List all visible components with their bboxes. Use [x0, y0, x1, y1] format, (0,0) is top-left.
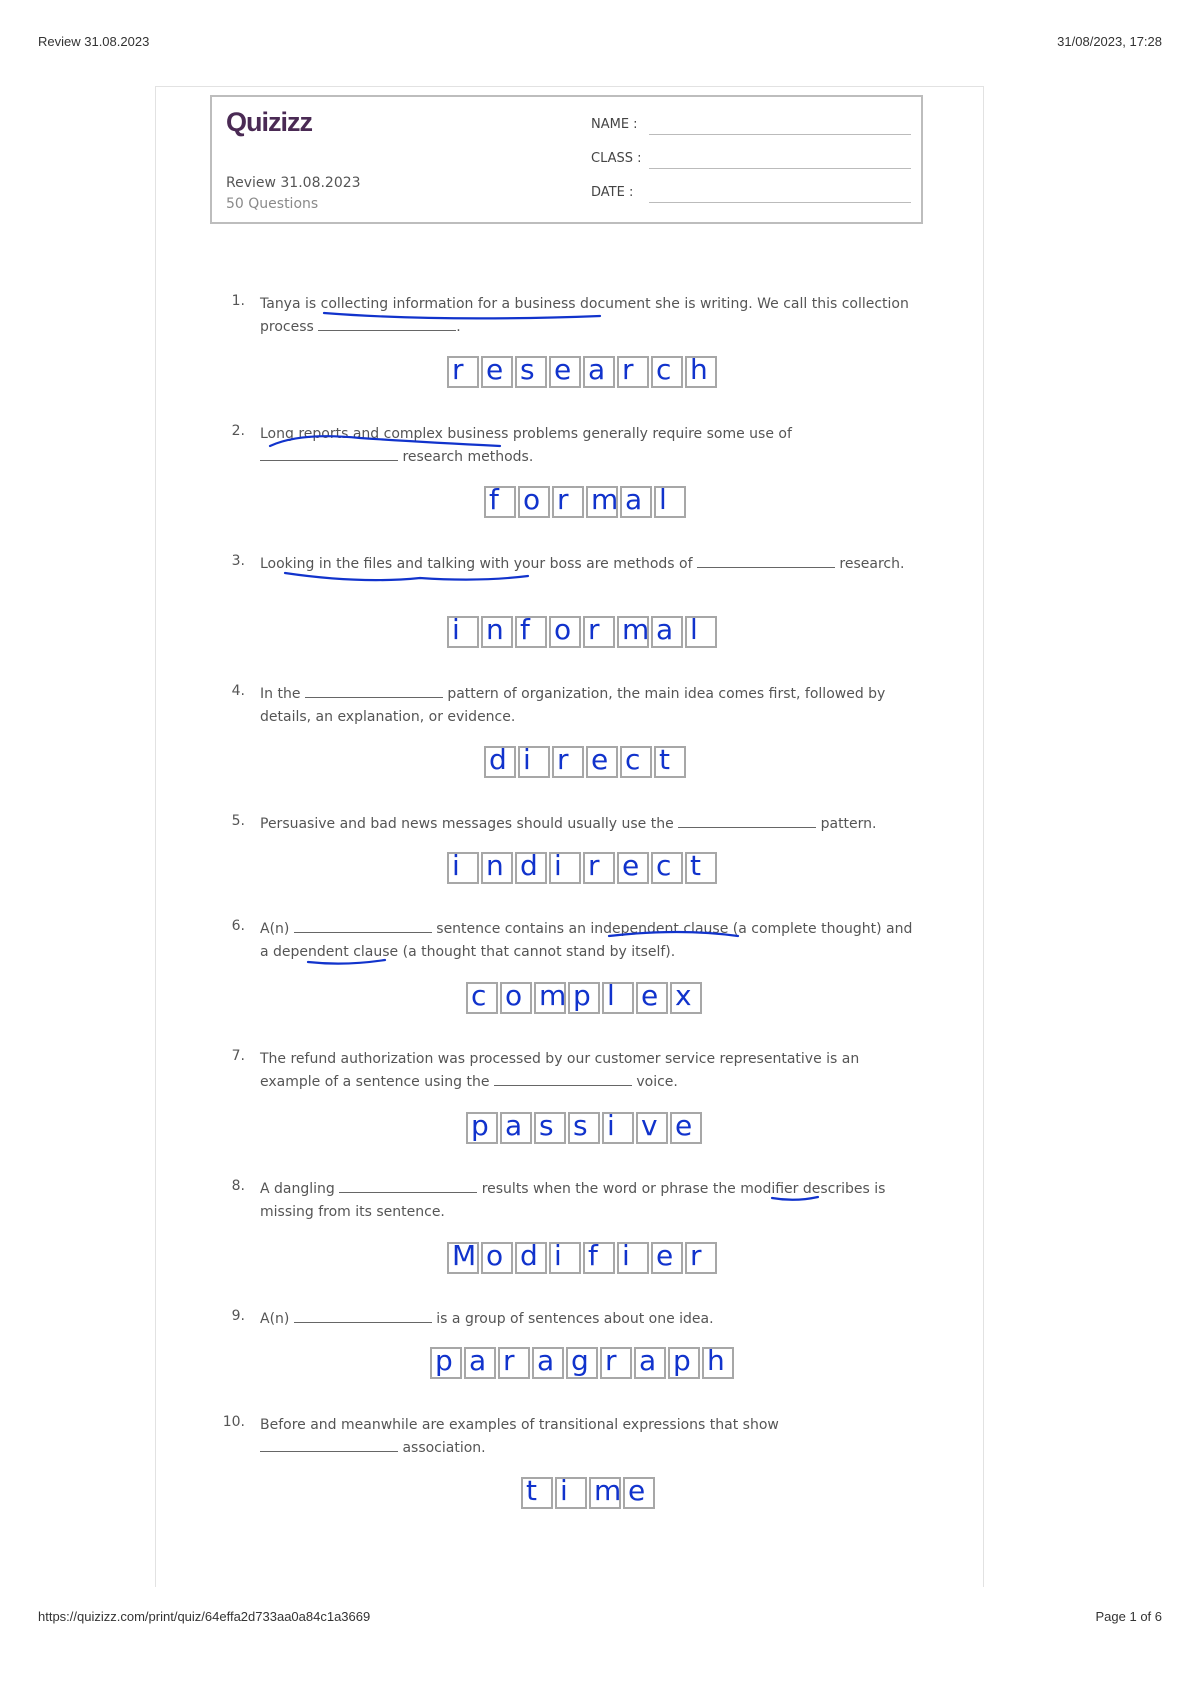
question-number: 4.: [231, 683, 245, 699]
handwritten-letter: r: [588, 613, 600, 646]
letter-box[interactable]: [654, 483, 686, 518]
letter-box[interactable]: [447, 353, 479, 388]
question-number: 6.: [231, 918, 245, 934]
letter-box[interactable]: [600, 1344, 632, 1379]
handwritten-letter: e: [554, 353, 572, 386]
handwritten-letter: e: [656, 1239, 674, 1272]
handwritten-letter: e: [622, 849, 640, 882]
question-number: 9.: [231, 1308, 245, 1324]
letter-box[interactable]: [568, 1109, 600, 1144]
letter-box[interactable]: [685, 849, 717, 884]
handwritten-letter: i: [622, 1239, 630, 1272]
handwritten-letter: d: [520, 1239, 538, 1272]
handwritten-letter: i: [560, 1474, 568, 1507]
question-text: [260, 1178, 915, 1224]
letter-box[interactable]: [702, 1344, 734, 1379]
question-text-before: In the: [260, 686, 305, 702]
letter-box[interactable]: [447, 1239, 479, 1274]
question-text-before: A dangling: [260, 1181, 340, 1197]
handwritten-letter: d: [520, 849, 538, 882]
letter-box[interactable]: [617, 849, 649, 884]
print-header: [38, 34, 1162, 54]
question-text: [260, 553, 915, 576]
date-line: [649, 202, 911, 203]
question-text-after: results when the word or phrase the modifier describes is missing from its sentence.: [260, 1181, 886, 1220]
handwritten-letter: o: [505, 979, 523, 1012]
handwritten-letter: p: [673, 1344, 691, 1377]
letter-box[interactable]: [521, 1474, 553, 1509]
question-text: [260, 423, 915, 469]
question-text: [260, 1414, 915, 1460]
letter-box[interactable]: [651, 613, 683, 648]
question-text-after: voice.: [631, 1074, 678, 1090]
question-number: 2.: [231, 423, 245, 439]
handwritten-letter: s: [520, 353, 535, 386]
letter-box[interactable]: [668, 1344, 700, 1379]
handwritten-letter: a: [469, 1344, 487, 1377]
question-text: [260, 683, 915, 729]
handwritten-letter: r: [622, 353, 634, 386]
letter-box[interactable]: [464, 1344, 496, 1379]
answer-blank: [260, 1439, 398, 1452]
answer-blank: [294, 1310, 432, 1323]
letter-box[interactable]: [534, 979, 567, 1014]
letter-box[interactable]: [589, 1474, 622, 1509]
handwritten-letter: e: [675, 1109, 693, 1142]
letter-box[interactable]: [484, 483, 516, 518]
name-label: NAME :: [591, 117, 638, 132]
letter-box[interactable]: [498, 1344, 530, 1379]
handwritten-letter: a: [625, 483, 643, 516]
answer-blank: [678, 815, 816, 828]
question-text: [260, 1308, 915, 1331]
letter-box[interactable]: [552, 483, 584, 518]
handwritten-letter: g: [571, 1344, 589, 1377]
letter-box[interactable]: [620, 743, 652, 778]
class-field: [591, 151, 911, 171]
question-text-after: research.: [834, 556, 905, 572]
question-number: 5.: [231, 813, 245, 829]
print-url: https://quizizz.com/print/quiz/64effa2d733aa0a84c1a3669: [38, 1609, 371, 1624]
handwritten-letter: n: [486, 849, 504, 882]
letter-box[interactable]: [651, 353, 683, 388]
letter-box[interactable]: [636, 1109, 668, 1144]
question-text-after: .: [456, 319, 461, 335]
answer-blank: [260, 448, 398, 461]
question-text: [260, 918, 915, 964]
handwritten-letter: f: [520, 613, 530, 646]
letter-box[interactable]: [534, 1109, 566, 1144]
question-text-before: Persuasive and bad news messages should usually use the: [260, 816, 679, 832]
letter-box[interactable]: [583, 613, 615, 648]
letter-box[interactable]: [685, 1239, 717, 1274]
handwritten-letter: m: [594, 1474, 622, 1507]
handwritten-letter: c: [471, 979, 487, 1012]
handwritten-letter: p: [471, 1109, 489, 1142]
handwritten-letter: t: [659, 743, 670, 776]
question-number: 10.: [222, 1414, 245, 1430]
letter-box[interactable]: [549, 849, 581, 884]
question-text-after: association.: [398, 1440, 486, 1456]
handwritten-letter: r: [605, 1344, 617, 1377]
letter-box[interactable]: [518, 743, 550, 778]
handwritten-letter: f: [489, 483, 499, 516]
question-text-before: A(n): [260, 921, 294, 937]
question-text-before: Tanya is collecting information for a business document she is writing. We call this collection process: [260, 296, 909, 335]
letter-box[interactable]: [515, 849, 547, 884]
handwritten-letter: l: [690, 613, 698, 646]
handwritten-letter: p: [573, 979, 591, 1012]
handwritten-letter: t: [526, 1474, 537, 1507]
letter-box[interactable]: [617, 613, 650, 648]
handwritten-letter: i: [523, 743, 531, 776]
handwritten-letter: o: [486, 1239, 504, 1272]
question-text-after: pattern.: [816, 816, 877, 832]
handwritten-letter: a: [656, 613, 674, 646]
date-field: [591, 185, 911, 205]
letter-box[interactable]: [634, 1344, 666, 1379]
handwritten-letter: i: [554, 849, 562, 882]
print-header-datetime: 31/08/2023, 17:28: [1057, 34, 1162, 49]
letter-box[interactable]: [685, 613, 717, 648]
question-text-after: research methods.: [398, 449, 534, 465]
letter-box[interactable]: [532, 1344, 564, 1379]
question-text-before: The refund authorization was processed by our customer service representative is an example of a sentence using the: [260, 1051, 860, 1090]
question-number: 1.: [231, 293, 245, 309]
page-indicator: Page 1 of 6: [1095, 1609, 1162, 1624]
question-number: 8.: [231, 1178, 245, 1194]
handwritten-letter: r: [557, 743, 569, 776]
letter-box[interactable]: [549, 1239, 581, 1274]
question-text: [260, 293, 915, 339]
handwritten-letter: a: [639, 1344, 657, 1377]
name-field: [591, 117, 911, 137]
letter-box[interactable]: [481, 353, 513, 388]
question-text: [260, 813, 915, 836]
letter-box[interactable]: [466, 1109, 498, 1144]
question-text-after: is a group of sentences about one idea.: [431, 1311, 714, 1327]
question-number: 7.: [231, 1048, 245, 1064]
letter-box[interactable]: [430, 1344, 462, 1379]
letter-box[interactable]: [617, 1239, 649, 1274]
letter-box[interactable]: [651, 1239, 683, 1274]
handwritten-letter: s: [573, 1109, 588, 1142]
letter-box[interactable]: [481, 849, 513, 884]
print-footer: [38, 1609, 1162, 1629]
answer-blank: [305, 685, 443, 698]
letter-box[interactable]: [515, 613, 547, 648]
letter-box[interactable]: [620, 483, 652, 518]
handwritten-letter: l: [659, 483, 667, 516]
handwritten-letter: p: [435, 1344, 453, 1377]
handwritten-letter: f: [588, 1239, 598, 1272]
print-header-title: Review 31.08.2023: [38, 34, 150, 49]
letter-box[interactable]: [549, 613, 581, 648]
quiz-header-box: [210, 95, 923, 224]
handwritten-letter: r: [690, 1239, 702, 1272]
letter-box[interactable]: [555, 1474, 587, 1509]
handwritten-letter: s: [539, 1109, 554, 1142]
handwritten-letter: d: [489, 743, 507, 776]
answer-blank: [339, 1180, 477, 1193]
question-text-before: Long reports and complex business problems generally require some use of: [260, 426, 792, 442]
letter-box[interactable]: [636, 979, 668, 1014]
handwritten-letter: o: [523, 483, 541, 516]
handwritten-letter: a: [588, 353, 606, 386]
question-text-before: Looking in the files and talking with your boss are methods of: [260, 556, 697, 572]
handwritten-letter: r: [452, 353, 464, 386]
question-count: 50 Questions: [226, 196, 319, 212]
letter-box[interactable]: [583, 1239, 615, 1274]
handwritten-letter: c: [625, 743, 641, 776]
handwritten-letter: m: [591, 483, 619, 516]
handwritten-letter: e: [641, 979, 659, 1012]
handwritten-letter: i: [452, 849, 460, 882]
handwritten-letter: l: [607, 979, 615, 1012]
letter-box[interactable]: [617, 353, 649, 388]
handwritten-letter: e: [591, 743, 609, 776]
class-label: CLASS :: [591, 151, 642, 166]
quiz-title: Review 31.08.2023: [226, 175, 361, 191]
answer-blank: [318, 318, 456, 331]
handwritten-letter: a: [505, 1109, 523, 1142]
letter-box[interactable]: [549, 353, 581, 388]
letter-box[interactable]: [447, 849, 479, 884]
letter-box[interactable]: [623, 1474, 655, 1509]
handwritten-letter: e: [628, 1474, 646, 1507]
handwritten-letter: m: [539, 979, 567, 1012]
handwritten-letter: c: [656, 849, 672, 882]
question-text-after: pattern of organization, the main idea comes first, followed by details, an explanation, or evidence.: [260, 686, 886, 725]
question-number: 3.: [231, 553, 245, 569]
question-text-after: sentence contains an independent clause (a complete thought) and a dependent clause (a thought that cannot stand by itself).: [260, 921, 913, 960]
letter-box[interactable]: [670, 1109, 702, 1144]
handwritten-letter: e: [486, 353, 504, 386]
question-text-before: A(n): [260, 1311, 294, 1327]
question-text: [260, 1048, 915, 1094]
letter-box[interactable]: [481, 613, 513, 648]
letter-box[interactable]: [583, 353, 615, 388]
letter-box[interactable]: [586, 743, 618, 778]
answer-blank: [697, 555, 835, 568]
letter-box[interactable]: [515, 1239, 547, 1274]
letter-box[interactable]: [466, 979, 498, 1014]
answer-blank: [294, 920, 432, 933]
handwritten-letter: c: [656, 353, 672, 386]
letter-box[interactable]: [500, 979, 532, 1014]
letter-box[interactable]: [586, 483, 619, 518]
answer-blank: [494, 1073, 632, 1086]
handwritten-letter: i: [607, 1109, 615, 1142]
handwritten-letter: r: [557, 483, 569, 516]
handwritten-letter: n: [486, 613, 504, 646]
letter-box[interactable]: [481, 1239, 513, 1274]
letter-box[interactable]: [447, 613, 479, 648]
class-line: [649, 168, 911, 169]
question-text-before: Before and meanwhile are examples of transitional expressions that show: [260, 1417, 779, 1433]
handwritten-letter: o: [554, 613, 572, 646]
letter-box[interactable]: [518, 483, 550, 518]
letter-box[interactable]: [654, 743, 686, 778]
date-label: DATE :: [591, 185, 634, 200]
letter-box[interactable]: [568, 979, 600, 1014]
letter-box[interactable]: [583, 849, 615, 884]
name-line: [649, 134, 911, 135]
handwritten-letter: i: [554, 1239, 562, 1272]
letter-box[interactable]: [484, 743, 516, 778]
letter-box[interactable]: [602, 1109, 634, 1144]
handwritten-letter: a: [537, 1344, 555, 1377]
handwritten-letter: m: [622, 613, 650, 646]
quizizz-logo: Quizizz: [226, 107, 312, 137]
letter-box[interactable]: [552, 743, 584, 778]
letter-box[interactable]: [651, 849, 683, 884]
handwritten-letter: M: [452, 1239, 477, 1272]
letter-box[interactable]: [515, 353, 547, 388]
handwritten-letter: h: [707, 1344, 725, 1377]
handwritten-letter: r: [503, 1344, 515, 1377]
handwritten-letter: v: [641, 1109, 658, 1142]
handwritten-letter: h: [690, 353, 708, 386]
letter-box[interactable]: [602, 979, 634, 1014]
letter-box[interactable]: [670, 979, 702, 1014]
handwritten-letter: i: [452, 613, 460, 646]
handwritten-letter: x: [675, 979, 692, 1012]
handwritten-letter: t: [690, 849, 701, 882]
letter-box[interactable]: [685, 353, 717, 388]
letter-box[interactable]: [566, 1344, 598, 1379]
letter-box[interactable]: [500, 1109, 532, 1144]
handwritten-letter: r: [588, 849, 600, 882]
